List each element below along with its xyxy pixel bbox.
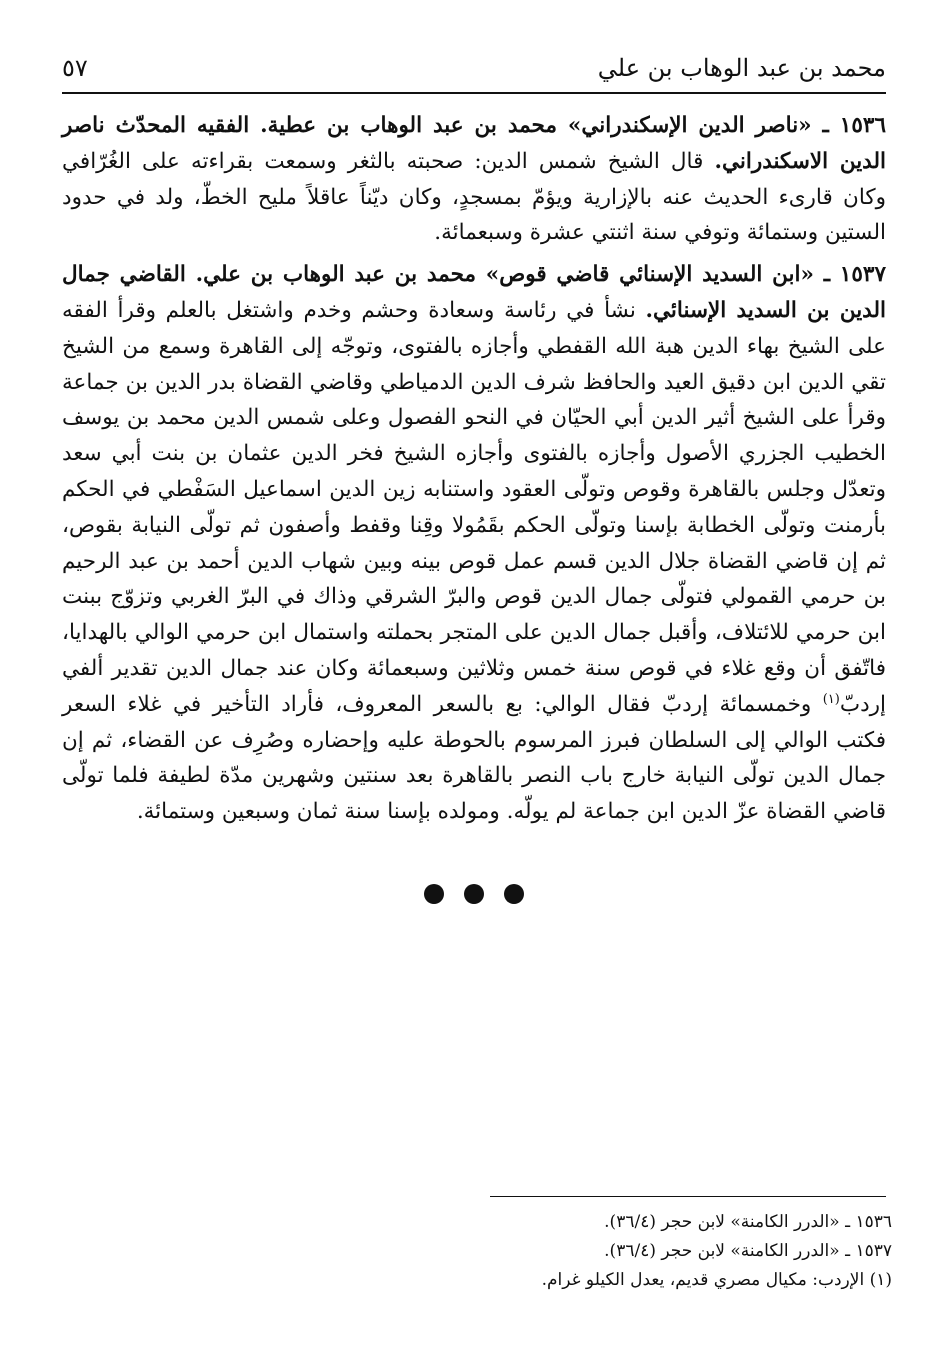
- footnote-1537: ١٥٣٧ ـ «الدرر الكامنة» لابن حجر (٣٦/٤).: [604, 1241, 892, 1261]
- section-separator: [0, 884, 948, 904]
- main-text: [62, 108, 886, 830]
- entry-text: قال الشيخ شمس الدين: صحبته بالثغر وسمعت بقراءته على الغُرّافي وكان قارىء الحديث عنه بالإزارية ويؤمّ بمسجدٍ، وكان ديّناً عاقلاً مليح الخطّ، ولد في حدود الستين وستمائة وتوفي سنة اثنتي عشرة وسبعمائة.: [62, 148, 886, 246]
- header-rule: [62, 92, 886, 94]
- running-title: محمد بن عبد الوهاب بن علي: [597, 54, 886, 82]
- footnote-1536: ١٥٣٦ ـ «الدرر الكامنة» لابن حجر (٣٦/٤).: [604, 1212, 892, 1232]
- footnote-1: (١) الإردب: مكيال مصري قديم، يعدل الكيلو غرام.: [541, 1270, 892, 1290]
- entry-text: نشأ في رئاسة وسعادة وحشم وخدم واشتغل بالعلم وقرأ الفقه على الشيخ بهاء الدين هبة الله القفطي وأجازه بالفتوى، وتوجّه إلى القاهرة وسمع من الشيخ تقي الدين ابن دقيق العيد والحافظ شرف الدين الدمياطي وقاضي القضاة بدر الدين بن جماعة وقرأ على الشيخ أثير الدين أبي الحيّان في النحو الفصول وعلى شمس الدين محمد بن يوسف الخطيب الجزري الأصول وأجازه بالفتوى وأجازه الشيخ فخر الدين عثمان بن بنت أبي سعد وتعدّل وجلس بالقاهرة وقوص وتولّى العقود واستنابه زين الدين اسماعيل السَفْطي في الحكم بأرمنت وتولّى الخطابة بإسنا وتولّى الحكم بقَمُولا وقِنا وقفط وأصفون ثم تولّى النيابة بقوص، ثم إن قاضي القضاة جلال الدين قسم عمل قوص بينه وبين شهاب الدين أحمد بن عبد الرحيم بن حرمي القمولي فتولّى جمال الدين قوص والبرّ الشرقي وذاك في البرّ الغربي وتزوّج ببنت ابن حرمي للائتلاف، وأقبل جمال الدين على المتجر بحملته واستمال ابن حرمي الوالي بالهدايا، فاتّفق أن وقع غلاء في قوص سنة خمس وثلاثين وسبعمائة وكان عند جمال الدين تقدير ألفي إردبّ: [62, 297, 886, 717]
- running-header: [62, 44, 886, 92]
- entry-1536: [62, 108, 886, 251]
- page-number: ٥٧: [62, 54, 88, 82]
- separator-dot: [504, 884, 524, 904]
- entry-heading: ١٥٣٦ ـ «ناصر الدين الإسكندراني» محمد بن عبد الوهاب بن عطية. الفقيه المحدّث ناصر الدين الاسكندراني.: [62, 113, 886, 174]
- entry-text-continued: وخمسمائة إردبّ فقال الوالي: بع بالسعر المعروف، فأراد التأخير في غلاء السعر فكتب الوالي إلى السلطان فبرز المرسوم بالحوطة عليه وإحضاره وصُرِف عن القضاء، ثم إن جمال الدين تولّى النيابة خارج باب النصر بالقاهرة بعد سنتين وشهرين مدّة لطيفة فلما تولّى قاضي القضاة عزّ الدين ابن جماعة لم يولّه. ومولده بإسنا سنة ثمان وسبعين وستمائة.: [62, 691, 886, 825]
- separator-dot: [424, 884, 444, 904]
- entry-1537: [62, 257, 886, 830]
- footnote-rule: [490, 1196, 886, 1197]
- entry-heading: ١٥٣٧ ـ «ابن السديد الإسنائي قاضي قوص» محمد بن عبد الوهاب بن علي. القاضي جمال الدين بن السديد الإسنائي.: [62, 262, 886, 323]
- footnotes: [400, 1208, 892, 1295]
- footnote-reference[interactable]: (١): [822, 691, 840, 707]
- separator-dot: [464, 884, 484, 904]
